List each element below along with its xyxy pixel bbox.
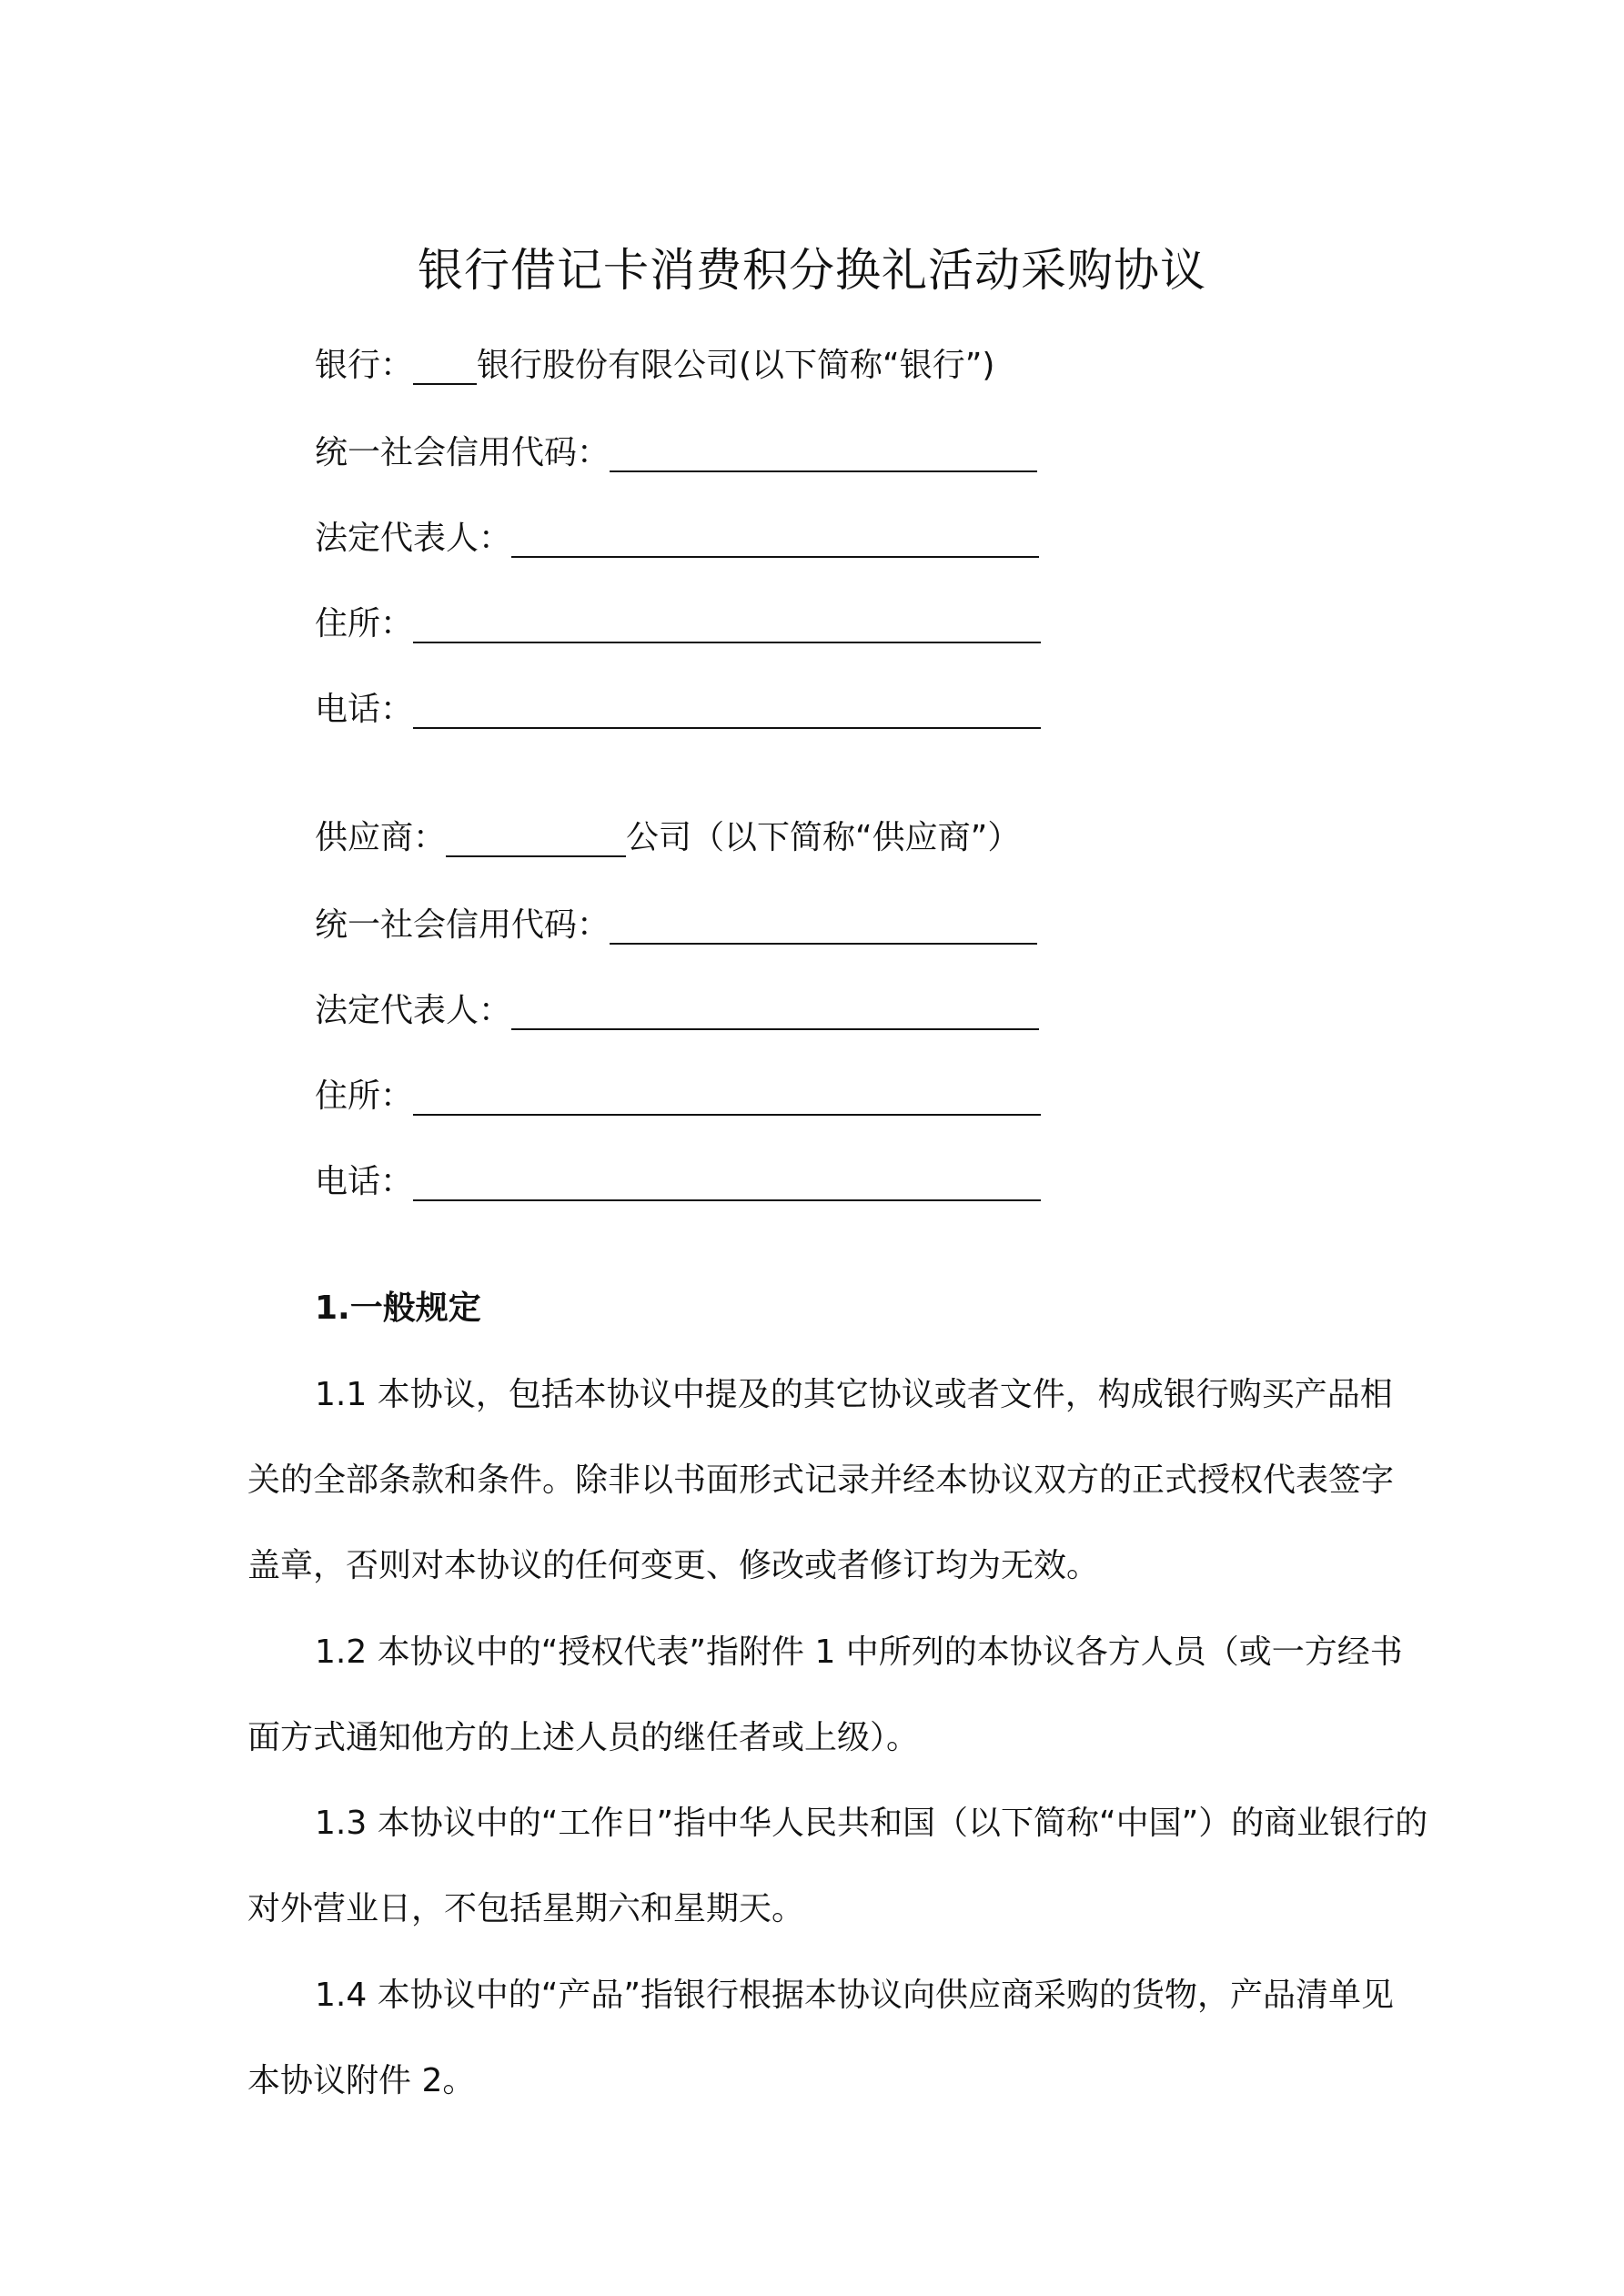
supplier-legal-rep-blank[interactable] xyxy=(511,992,1039,1030)
section-heading: 1.一般规定 xyxy=(315,1290,481,1327)
supplier-address-blank[interactable] xyxy=(413,1077,1041,1116)
document-title: 银行借记卡消费积分换礼活动采购协议 xyxy=(418,244,1206,297)
clause-line: 面方式通知他方的上述人员的继任者或上级）。 xyxy=(247,1719,920,1756)
bank-legal-rep-blank[interactable] xyxy=(511,520,1039,558)
bank-name-blank[interactable] xyxy=(413,347,477,385)
clause-line: 盖章，否则对本协议的任何变更、修改或者修订均为无效。 xyxy=(247,1547,1100,1584)
bank-credit-code-blank[interactable] xyxy=(610,434,1037,472)
bank-label: 银行： xyxy=(315,347,414,384)
clause-line: 1.3 本协议中的“工作日”指中华人民共和国（以下简称“中国”）的商业银行的 xyxy=(315,1805,1428,1842)
bank-legal-rep-label: 法定代表人： xyxy=(315,520,512,557)
supplier-name-suffix: 公司（以下简称“供应商”） xyxy=(626,819,1021,856)
bank-phone-label: 电话： xyxy=(315,691,414,728)
bank-address-field xyxy=(315,602,1041,647)
supplier-phone-label: 电话： xyxy=(315,1163,414,1200)
clause-line: 1.2 本协议中的“授权代表”指附件 1 中所列的本协议各方人员（或一方经书 xyxy=(315,1633,1403,1671)
clause-line: 本协议附件 2。 xyxy=(247,2062,476,2099)
clause-line: 关的全部条款和条件。除非以书面形式记录并经本协议双方的正式授权代表签字 xyxy=(247,1462,1395,1499)
bank-name-field xyxy=(315,343,994,389)
supplier-legal-rep-field xyxy=(315,988,1039,1034)
bank-credit-code-label: 统一社会信用代码： xyxy=(315,434,610,471)
bank-credit-code-field xyxy=(315,430,1037,476)
supplier-legal-rep-label: 法定代表人： xyxy=(315,992,512,1029)
clause-line: 对外营业日，不包括星期六和星期天。 xyxy=(247,1890,805,1927)
supplier-address-label: 住所： xyxy=(315,1077,414,1115)
bank-address-label: 住所： xyxy=(315,605,414,642)
clause-line: 1.4 本协议中的“产品”指银行根据本协议向供应商采购的货物，产品清单见 xyxy=(315,1977,1394,2014)
supplier-credit-code-field xyxy=(315,903,1037,948)
supplier-credit-code-label: 统一社会信用代码： xyxy=(315,906,610,944)
supplier-address-field xyxy=(315,1074,1041,1119)
bank-legal-rep-field xyxy=(315,516,1039,561)
bank-address-blank[interactable] xyxy=(413,605,1041,643)
supplier-phone-blank[interactable] xyxy=(413,1163,1041,1201)
supplier-name-blank[interactable] xyxy=(446,819,626,857)
bank-phone-field xyxy=(315,687,1041,733)
bank-phone-blank[interactable] xyxy=(413,691,1041,729)
supplier-name-field xyxy=(315,815,1020,861)
supplier-label: 供应商： xyxy=(315,819,447,856)
supplier-phone-field xyxy=(315,1159,1041,1205)
clause-line: 1.1 本协议，包括本协议中提及的其它协议或者文件，构成银行购买产品相 xyxy=(315,1376,1393,1413)
supplier-credit-code-blank[interactable] xyxy=(610,906,1037,945)
bank-name-suffix: 银行股份有限公司(以下简称“银行”) xyxy=(477,347,995,384)
